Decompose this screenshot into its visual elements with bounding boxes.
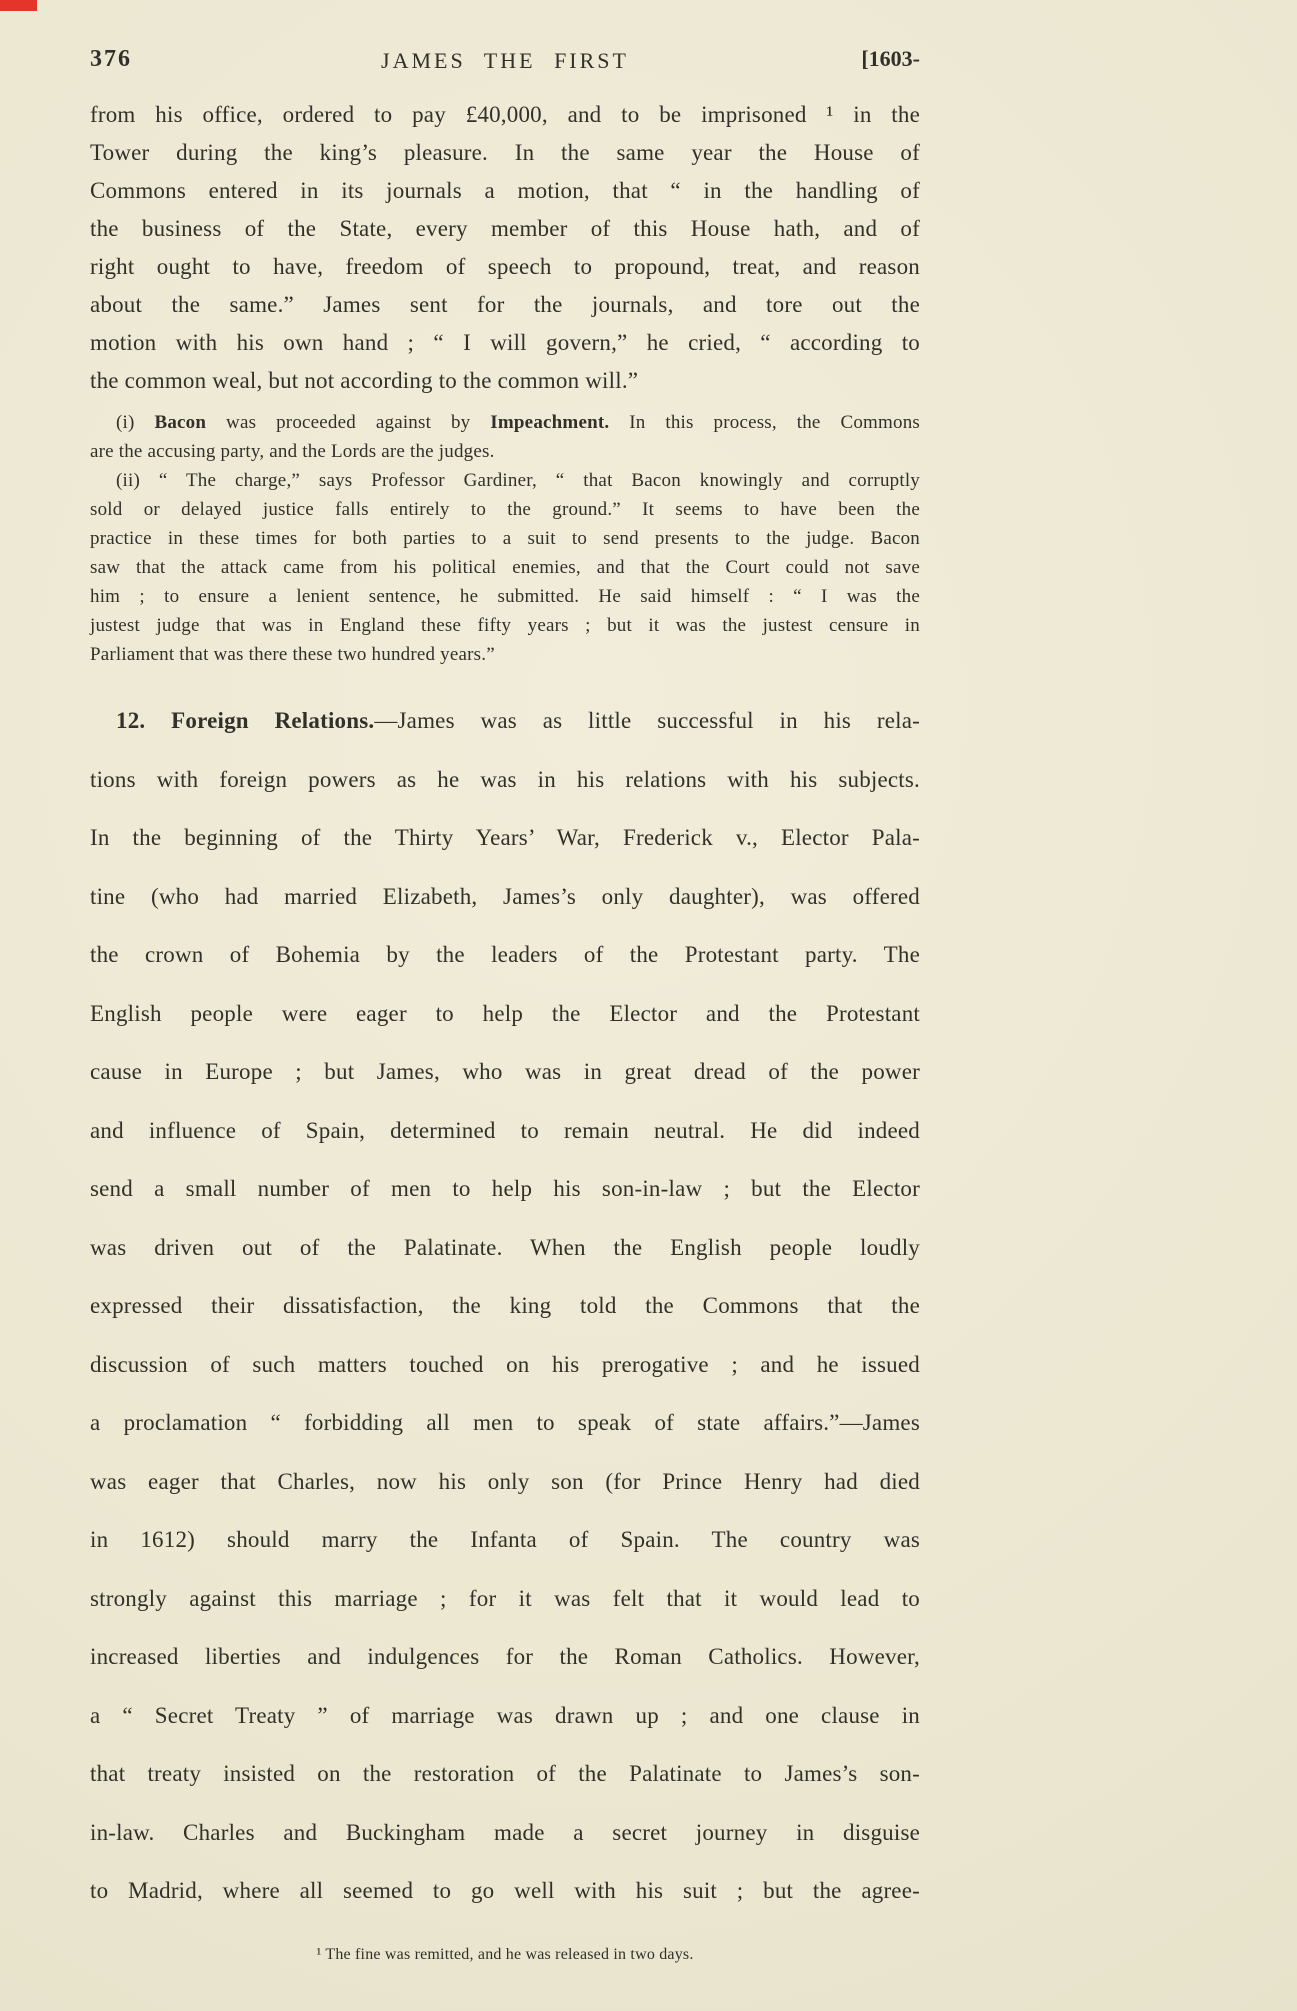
note-i-bold-impeachment: Impeachment. bbox=[490, 412, 610, 433]
page-header bbox=[90, 46, 920, 78]
text-line: sold or delayed justice falls entirely to the ground.” It seems to have been the bbox=[90, 499, 920, 520]
text-line: expressed their dissatisfaction, the king told the Commons that the bbox=[90, 1293, 920, 1318]
section-12-foreign-relations bbox=[90, 692, 920, 1921]
text-line: was driven out of the Palatinate. When the English people loudly bbox=[90, 1234, 920, 1260]
text-line: tine (who had married Elizabeth, James’s only daughter), was offered bbox=[90, 883, 920, 909]
text-line: in 1612) should marry the Infanta of Spain. The country was bbox=[90, 1527, 920, 1552]
text-line: are the accusing party, and the Lords are the judges. bbox=[90, 441, 495, 462]
text-line: that treaty insisted on the restoration of the Palatinate to James’s son- bbox=[90, 1761, 920, 1786]
section-12-body bbox=[90, 751, 920, 1921]
section-lead-rest: —James was as little successful in his rela- bbox=[374, 708, 920, 733]
text-line bbox=[90, 408, 920, 437]
text-line: (ii) “ The charge,” says Professor Gardiner, “ that Bacon knowingly and corruptly bbox=[116, 470, 920, 491]
text-line: a “ Secret Treaty ” of marriage was drawn up ; and one clause in bbox=[90, 1702, 920, 1728]
text-line: motion with his own hand ; “ I will govern,” he cried, “ according to bbox=[90, 330, 920, 355]
text-line: send a small number of men to help his son-in-law ; but the Elector bbox=[90, 1176, 920, 1201]
text-line: right ought to have, freedom of speech to propound, treat, and reason bbox=[90, 254, 920, 279]
text-line: cause in Europe ; but James, who was in great dread of the power bbox=[90, 1059, 920, 1084]
note-i-bold-bacon: Bacon bbox=[154, 412, 207, 433]
text-line: justest judge that was in England these fifty years ; but it was the justest censure in bbox=[90, 615, 920, 636]
text-line: the crown of Bohemia by the leaders of the Protestant party. The bbox=[90, 942, 920, 967]
note-ii bbox=[90, 466, 920, 669]
text-line: Commons entered in its journals a motion, that “ in the handling of bbox=[90, 178, 920, 203]
section-heading: 12. Foreign Relations. bbox=[116, 708, 375, 733]
note-i-mid: was proceeded against by bbox=[206, 412, 491, 433]
text-line: in-law. Charles and Buckingham made a secret journey in disguise bbox=[90, 1819, 920, 1845]
note-i-rest: In this process, the Commons bbox=[609, 412, 920, 433]
text-line: a proclamation “ forbidding all men to speak of state affairs.”—James bbox=[90, 1410, 920, 1435]
year-reference: [1603- bbox=[861, 46, 920, 71]
text-line: saw that the attack came from his political enemies, and that the Court could not save bbox=[90, 557, 920, 578]
text-line: was eager that Charles, now his only son (for Prince Henry had died bbox=[90, 1468, 920, 1494]
text-line: him ; to ensure a lenient sentence, he submitted. He said himself : “ I was the bbox=[90, 586, 920, 607]
text-line: increased liberties and indulgences for the Roman Catholics. However, bbox=[90, 1644, 920, 1669]
text-line: English people were eager to help the Elector and the Protestant bbox=[90, 1000, 920, 1026]
text-line: and influence of Spain, determined to remain neutral. He did indeed bbox=[90, 1117, 920, 1143]
text-line: tions with foreign powers as he was in his relations with his subjects. bbox=[90, 766, 920, 792]
page-number: 376 bbox=[90, 46, 132, 72]
text-line: about the same.” James sent for the journals, and tore out the bbox=[90, 292, 920, 317]
running-title: JAMES THE FIRST bbox=[381, 48, 629, 73]
text-line: from his office, ordered to pay £40,000, and to be imprisoned ¹ in the bbox=[90, 102, 920, 127]
note-i-prefix: (i) bbox=[116, 412, 155, 433]
text-line: Tower during the king’s pleasure. In the same year the House of bbox=[90, 140, 920, 165]
text-line: to Madrid, where all seemed to go well with his suit ; but the agree- bbox=[90, 1878, 920, 1903]
text-line: In the beginning of the Thirty Years’ War, Frederick v., Elector Pala- bbox=[90, 825, 920, 850]
text-line: practice in these times for both parties to a suit to send presents to the judge. Bacon bbox=[90, 528, 920, 549]
text-line: the business of the State, every member of this House hath, and of bbox=[90, 216, 920, 241]
text-line: strongly against this marriage ; for it was felt that it would lead to bbox=[90, 1585, 920, 1611]
scan-artifact-red-mark bbox=[0, 0, 37, 11]
text-line bbox=[90, 692, 920, 751]
text-line: discussion of such matters touched on his prerogative ; and he issued bbox=[90, 1351, 920, 1377]
text-line: the common weal, but not according to the common will.” bbox=[90, 368, 639, 393]
notes-block bbox=[90, 408, 920, 669]
paragraph-continuation bbox=[90, 96, 920, 400]
text-line: Parliament that was there these two hundred years.” bbox=[90, 644, 495, 665]
footnote: ¹ The fine was remitted, and he was released in two days. bbox=[316, 1946, 694, 1963]
